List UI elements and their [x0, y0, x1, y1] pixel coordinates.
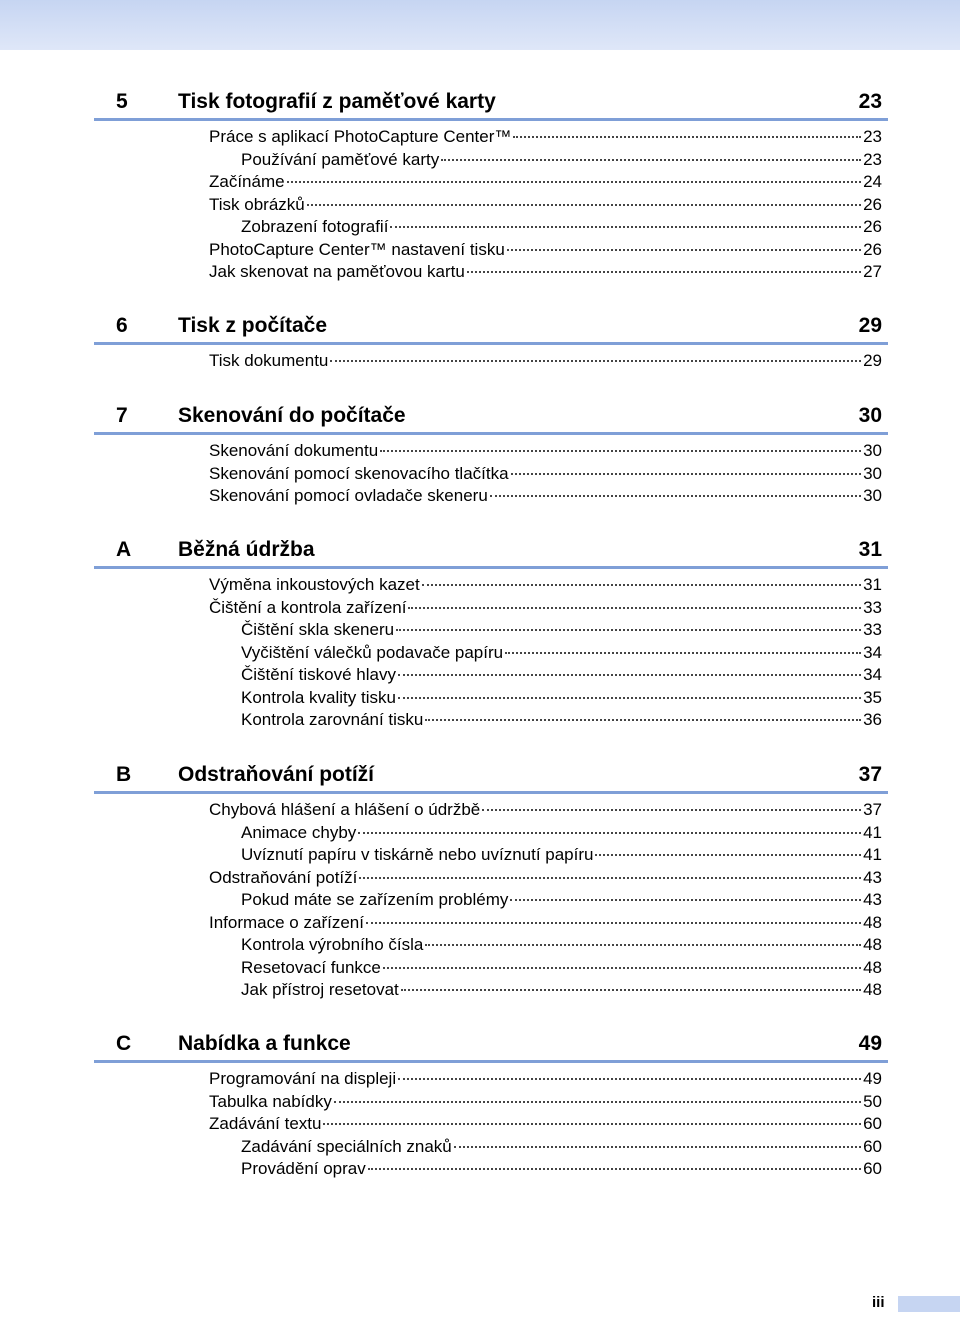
entry-page: 26 [863, 217, 882, 236]
dot-leader [398, 697, 861, 699]
dot-leader [505, 652, 861, 654]
toc-entry[interactable] [94, 709, 888, 732]
chapter-title: Tisk fotografií z paměťové karty [178, 90, 496, 113]
dot-leader [422, 584, 861, 586]
chapter-number: 6 [116, 314, 128, 337]
dot-leader [398, 1078, 861, 1080]
toc-entry[interactable] [94, 597, 888, 620]
entry-page: 26 [863, 239, 882, 259]
toc-entry[interactable] [94, 957, 888, 980]
chapter-number: A [116, 538, 132, 561]
dot-leader [507, 249, 861, 251]
chapter-page: 29 [858, 314, 882, 337]
entry-page: 60 [863, 1159, 882, 1178]
entry-page: 43 [863, 890, 882, 909]
toc-entry[interactable] [94, 574, 888, 597]
dot-leader [380, 450, 861, 452]
dot-leader [287, 181, 861, 183]
entry-page: 41 [863, 845, 882, 864]
chapter-heading[interactable] [94, 306, 888, 345]
dot-leader [408, 607, 861, 609]
toc-entry[interactable] [94, 664, 888, 687]
entry-title: Používání paměťové karty [241, 149, 440, 169]
entry-page: 36 [863, 710, 882, 729]
toc-entry[interactable] [94, 979, 888, 1002]
toc-entry[interactable] [94, 844, 888, 867]
toc-entry[interactable] [94, 126, 888, 149]
entry-title: Práce s aplikací PhotoCapture Center™ [209, 127, 512, 146]
dot-leader [330, 360, 861, 362]
dot-leader [441, 159, 861, 161]
entry-page: 50 [863, 1091, 882, 1111]
entry-title: Čištění skla skeneru [241, 620, 395, 639]
entry-page: 49 [863, 1069, 882, 1088]
dot-leader [401, 989, 861, 991]
header-band [0, 0, 960, 50]
chapter-heading[interactable] [94, 755, 888, 794]
toc-entry[interactable] [94, 216, 888, 239]
entry-page: 37 [863, 800, 882, 819]
entry-title: Kontrola zarovnání tisku [241, 710, 424, 729]
entry-page: 33 [863, 620, 882, 639]
entry-page: 48 [863, 980, 882, 999]
dot-leader [390, 226, 861, 228]
entry-page: 33 [863, 597, 882, 617]
entry-title: Výměna inkoustových kazet [209, 575, 420, 594]
toc-entry[interactable] [94, 149, 888, 172]
toc-entry[interactable] [94, 1091, 888, 1114]
chapter-page: 31 [858, 538, 882, 561]
toc-entry[interactable] [94, 934, 888, 957]
chapter-page: 37 [858, 763, 882, 786]
toc-entry[interactable] [94, 194, 888, 217]
toc-entry[interactable] [94, 889, 888, 912]
chapter-number: B [116, 763, 132, 786]
entry-title: Čištění a kontrola zařízení [209, 597, 407, 617]
toc-entry[interactable] [94, 1113, 888, 1136]
chapter-title: Tisk z počítače [178, 314, 328, 337]
entry-title: Skenování pomocí ovladače skeneru [209, 486, 488, 505]
toc-entry[interactable] [94, 822, 888, 845]
toc-entry[interactable] [94, 239, 888, 262]
dot-leader [454, 1146, 861, 1148]
chapter-title: Nabídka a funkce [178, 1032, 351, 1055]
entry-title: Tisk dokumentu [209, 351, 329, 370]
dot-leader [482, 809, 861, 811]
chapter-a [94, 530, 888, 732]
entry-title: Tabulka nabídky [209, 1091, 332, 1111]
entry-page: 27 [863, 262, 882, 281]
dot-leader [368, 1168, 861, 1170]
chapter-page: 30 [858, 404, 882, 427]
entry-title: Skenování pomocí skenovacího tlačítka [209, 463, 509, 483]
entry-title: Odstraňování potíží [209, 867, 358, 887]
entry-title: Čištění tiskové hlavy [241, 665, 396, 684]
entry-title: Uvíznutí papíru v tiskárně nebo uvíznutí papíru [241, 845, 594, 864]
chapter-page: 23 [858, 90, 882, 113]
entry-title: Zadávání speciálních znaků [241, 1136, 452, 1156]
toc-entry[interactable] [94, 867, 888, 890]
dot-leader [383, 967, 861, 969]
entry-title: Skenování dokumentu [209, 441, 379, 460]
page-number: iii [872, 1294, 885, 1311]
entry-page: 41 [863, 822, 882, 842]
toc-entry[interactable] [94, 619, 888, 642]
dot-leader [490, 495, 861, 497]
toc-entry[interactable] [94, 261, 888, 284]
dot-leader [396, 629, 861, 631]
entry-page: 26 [863, 194, 882, 214]
dot-leader [467, 271, 861, 273]
chapter-page: 49 [858, 1032, 882, 1055]
chapter-b [94, 755, 888, 1002]
dot-leader [425, 719, 861, 721]
dot-leader [398, 674, 861, 676]
entry-page: 48 [863, 935, 882, 954]
chapter-7 [94, 396, 888, 508]
chapter-6 [94, 306, 888, 373]
chapter-title: Skenování do počítače [178, 404, 406, 427]
entry-title: Tisk obrázků [209, 194, 305, 214]
dot-leader [425, 944, 861, 946]
dot-leader [511, 473, 862, 475]
dot-leader [510, 899, 861, 901]
chapter-heading[interactable] [94, 396, 888, 435]
entry-title: Provádění oprav [241, 1159, 366, 1178]
dot-leader [358, 832, 861, 834]
entry-page: 30 [863, 486, 882, 505]
chapter-number: 5 [116, 90, 128, 113]
chapter-5 [94, 82, 888, 284]
toc-entry[interactable] [94, 350, 888, 373]
dot-leader [595, 854, 861, 856]
toc-entry[interactable] [94, 485, 888, 508]
chapter-title: Běžná údržba [178, 538, 315, 561]
entry-title: Chybová hlášení a hlášení o údržbě [209, 800, 481, 819]
chapter-number: C [116, 1032, 132, 1055]
entry-title: Programování na displeji [209, 1069, 397, 1088]
entry-title: Zadávání textu [209, 1114, 322, 1133]
entry-page: 31 [863, 575, 882, 594]
entry-title: Resetovací funkce [241, 957, 381, 977]
entry-title: Vyčištění válečků podavače papíru [241, 642, 504, 662]
chapter-heading[interactable] [94, 82, 888, 121]
entry-title: Informace o zařízení [209, 912, 364, 932]
dot-leader [323, 1123, 861, 1125]
entry-page: 48 [863, 957, 882, 977]
entry-title: Kontrola kvality tisku [241, 687, 396, 707]
entry-page: 34 [863, 665, 882, 684]
entry-title: Animace chyby [241, 822, 357, 842]
entry-page: 60 [863, 1114, 882, 1133]
chapter-heading[interactable] [94, 530, 888, 569]
footer-band [898, 1296, 960, 1312]
toc-entry[interactable] [94, 687, 888, 710]
dot-leader [359, 877, 861, 879]
dot-leader [366, 922, 861, 924]
entry-title: PhotoCapture Center™ nastavení tisku [209, 239, 505, 259]
chapter-title: Odstraňování potíží [178, 763, 375, 786]
entry-page: 23 [863, 149, 882, 169]
entry-page: 43 [863, 867, 882, 887]
entry-title: Pokud máte se zařízením problémy [241, 890, 509, 909]
entry-page: 35 [863, 687, 882, 707]
dot-leader [307, 204, 861, 206]
toc-entry[interactable] [94, 912, 888, 935]
chapter-number: 7 [116, 404, 128, 427]
toc-entry[interactable] [94, 1068, 888, 1091]
entry-page: 23 [863, 127, 882, 146]
toc-entry[interactable] [94, 642, 888, 665]
entry-page: 30 [863, 463, 882, 483]
toc-entry[interactable] [94, 440, 888, 463]
toc-entry[interactable] [94, 1158, 888, 1181]
dot-leader [334, 1101, 861, 1103]
entry-title: Začínáme [209, 172, 285, 191]
entry-title: Jak skenovat na paměťovou kartu [209, 262, 465, 281]
chapter-c [94, 1024, 888, 1181]
entry-title: Kontrola výrobního čísla [241, 935, 424, 954]
toc-entry[interactable] [94, 171, 888, 194]
dot-leader [513, 136, 861, 138]
entry-title: Zobrazení fotografií [241, 217, 389, 236]
chapter-heading[interactable] [94, 1024, 888, 1063]
toc-entry[interactable] [94, 463, 888, 486]
entry-page: 34 [863, 642, 882, 662]
entry-page: 24 [863, 172, 882, 191]
toc-entry[interactable] [94, 1136, 888, 1159]
entry-page: 30 [863, 441, 882, 460]
toc-entry[interactable] [94, 799, 888, 822]
entry-page: 29 [863, 351, 882, 370]
entry-title: Jak přístroj resetovat [241, 980, 399, 999]
entry-page: 48 [863, 912, 882, 932]
entry-page: 60 [863, 1136, 882, 1156]
